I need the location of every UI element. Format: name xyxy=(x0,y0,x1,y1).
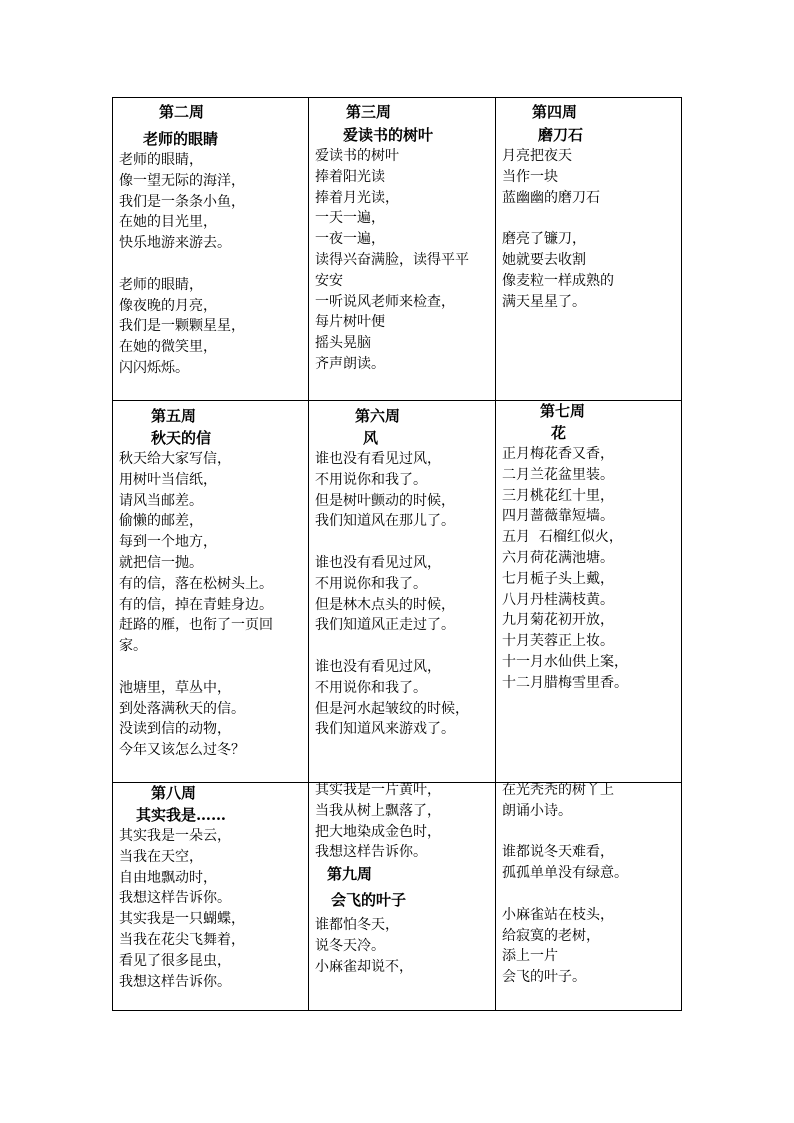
week-label: 第五周 xyxy=(151,407,197,425)
poem-line: 有的信，落在松树头上。 xyxy=(119,575,273,592)
poem-line: 小麻雀却说不， xyxy=(315,958,413,975)
poem-line: 十二月腊梅雪里香。 xyxy=(502,674,628,691)
poem-line: 其实我是一只蝴蝶， xyxy=(119,911,245,928)
poem-line: 我想这样告诉你。 xyxy=(119,973,231,990)
poem-line: 老师的眼睛， xyxy=(119,152,203,168)
poem-title: 花 xyxy=(551,424,567,442)
poem-line: 其实我是一朵云， xyxy=(119,828,231,844)
poem-line: 闪闪烁烁。 xyxy=(119,359,189,376)
poem-line: 但是林木点头的时候， xyxy=(315,596,455,613)
poem-line: 十月芙蓉正上妆。 xyxy=(502,633,614,650)
table-border-bottom xyxy=(112,1010,682,1011)
poem-line: 但是树叶颤动的时候， xyxy=(315,492,455,509)
poem-line: 四月蔷薇靠短墙。 xyxy=(502,508,614,525)
poem-line: 朗诵小诗。 xyxy=(502,802,572,819)
poem-line: 谁都怕冬天， xyxy=(315,917,399,934)
poem-line: 添上一片 xyxy=(502,948,558,965)
poem-line: 秋天给大家写信， xyxy=(119,451,231,467)
poem-line: 就把信一抛。 xyxy=(119,554,203,571)
week-label: 第二周 xyxy=(159,103,205,121)
cell-week-4 xyxy=(502,101,680,312)
poem-line: 满天星星了。 xyxy=(502,293,586,310)
week-label: 第六周 xyxy=(355,407,401,425)
poem-line: 月亮把夜天 xyxy=(502,148,572,164)
poem-line: 十一月水仙供上案， xyxy=(502,653,628,670)
poem-line: 没读到信的动物， xyxy=(119,721,231,738)
poem-title: 会飞的叶子 xyxy=(331,891,407,910)
poem-line: 齐声朗读。 xyxy=(315,355,385,372)
poem-line: 有的信，掉在青蛙身边。 xyxy=(119,596,273,613)
poem-line: 孤孤单单没有绿意。 xyxy=(502,865,628,882)
poem-line: 爱读书的树叶 xyxy=(315,148,399,164)
poem-line: 捧着月光读， xyxy=(315,189,399,206)
poem-line: 我想这样告诉你。 xyxy=(119,890,231,907)
poem-line: 捧着阳光读 xyxy=(315,168,385,185)
poem-title: 老师的眼睛 xyxy=(143,130,219,148)
poem-line: 当我在花尖飞舞着， xyxy=(119,931,245,948)
poem-line: 看见了很多昆虫， xyxy=(119,952,231,969)
week-label: 第三周 xyxy=(346,103,392,121)
poem-line: 我们是一颗颗星星， xyxy=(119,318,245,335)
poem-line: 在她的微笑里， xyxy=(119,339,217,356)
poem-line: 她就要去收割 xyxy=(502,251,586,268)
table-divider-1 xyxy=(308,97,309,1011)
poem-line: 池塘里，草丛中， xyxy=(119,679,231,696)
cell-week-3 xyxy=(315,101,494,375)
poem-line: 用树叶当信纸， xyxy=(119,471,217,488)
table-border-right xyxy=(681,97,682,1011)
cell-week-9-part-1 xyxy=(315,780,494,978)
poem-line: 八月丹桂满枝黄。 xyxy=(502,591,614,608)
cell-week-6 xyxy=(315,405,494,740)
poem-line: 请风当邮差。 xyxy=(119,492,203,509)
poem-line: 谁也没有看见过风， xyxy=(315,554,441,571)
poem-line: 六月荷花满池塘。 xyxy=(502,549,614,566)
poem-line: 不用说你和我了。 xyxy=(315,471,427,488)
poem-line: 像一望无际的海洋， xyxy=(119,172,245,189)
poem-line: 给寂寞的老树， xyxy=(502,927,600,944)
poem-line: 七月栀子头上戴， xyxy=(502,570,614,587)
cell-week-2 xyxy=(119,101,307,379)
poem-line: 在光秃秃的树丫上 xyxy=(502,782,614,798)
poem-line: 当我从树上飘落了， xyxy=(315,802,441,819)
poem-line: 我们知道风正走过了。 xyxy=(315,617,455,634)
poem-line: 偷懒的邮差， xyxy=(119,513,203,530)
poem-line: 我们是一条条小鱼， xyxy=(119,193,245,210)
table-border-left xyxy=(112,97,113,1011)
poem-line: 像麦粒一样成熟的 xyxy=(502,272,614,289)
poem-line: 九月菊花初开放， xyxy=(502,612,614,629)
cell-week-5 xyxy=(119,405,307,761)
week-label: 第四周 xyxy=(532,103,578,121)
poem-line: 二月兰花盆里装。 xyxy=(502,466,614,483)
poem-line: 摇头晃脑 xyxy=(315,335,371,352)
poem-line: 今年又该怎么过冬？ xyxy=(119,742,245,759)
cell-week-7 xyxy=(502,400,680,694)
poem-line: 五月 石榴红似火， xyxy=(502,529,623,546)
poem-line: 一听说风老师来检查， xyxy=(315,293,455,310)
poem-line: 其实我是一片黄叶， xyxy=(315,782,441,798)
poem-line: 一夜一遍， xyxy=(315,231,385,248)
poem-line: 读得兴奋满脸，读得平平 xyxy=(315,251,469,268)
poem-line: 谁也没有看见过风， xyxy=(315,658,441,675)
poem-line: 会飞的叶子。 xyxy=(502,969,586,986)
poem-line: 磨亮了镰刀， xyxy=(502,231,586,248)
poem-title: 风 xyxy=(363,429,379,447)
poem-line: 到处落满秋天的信。 xyxy=(119,700,245,717)
poem-line: 不用说你和我了。 xyxy=(315,679,427,696)
poem-line: 我们知道风来游戏了。 xyxy=(315,721,455,738)
poem-line: 当作一块 xyxy=(502,168,558,185)
week-label: 第七周 xyxy=(540,402,586,420)
poem-title: 其实我是…… xyxy=(136,806,227,824)
poem-title: 秋天的信 xyxy=(151,429,212,447)
poem-line: 赶路的雁，也衔了一页回 xyxy=(119,617,273,634)
poem-line: 在她的目光里， xyxy=(119,214,217,231)
poem-line: 快乐地游来游去。 xyxy=(119,235,231,252)
cell-week-9-part-2 xyxy=(502,780,680,988)
poem-line: 每到一个地方， xyxy=(119,534,217,551)
poem-line: 当我在天空， xyxy=(119,848,203,865)
poem-line: 像夜晚的月亮， xyxy=(119,297,217,314)
poem-line: 小麻雀站在枝头， xyxy=(502,906,614,923)
poem-line: 安安 xyxy=(315,272,343,289)
poem-line: 一天一遍， xyxy=(315,210,385,227)
poem-line: 老师的眼睛， xyxy=(119,276,203,293)
poem-line: 每片树叶便 xyxy=(315,314,385,331)
table-border-top xyxy=(112,97,682,98)
week-label: 第八周 xyxy=(151,784,197,802)
poem-line: 家。 xyxy=(119,638,147,655)
poem-line: 不用说你和我了。 xyxy=(315,575,427,592)
poem-line: 蓝幽幽的磨刀石 xyxy=(502,189,600,206)
poem-line: 说冬天冷。 xyxy=(315,937,385,954)
poem-title: 磨刀石 xyxy=(538,126,584,144)
cell-week-8 xyxy=(119,782,307,992)
poem-line: 自由地飘动时， xyxy=(119,869,217,886)
week-label: 第九周 xyxy=(327,865,373,884)
poem-line: 我们知道风在那儿了。 xyxy=(315,513,455,530)
poem-line: 但是河水起皱纹的时候， xyxy=(315,700,469,717)
poem-line: 我想这样告诉你。 xyxy=(315,844,427,861)
poem-line: 把大地染成金色时， xyxy=(315,823,441,840)
poem-line: 三月桃花红十里， xyxy=(502,487,614,504)
poem-line: 谁也没有看见过风， xyxy=(315,451,441,467)
poem-line: 正月梅花香又香， xyxy=(502,446,614,462)
table-divider-2 xyxy=(495,97,496,1011)
poem-line: 谁都说冬天难看， xyxy=(502,844,614,861)
poem-title: 爱读书的树叶 xyxy=(343,126,434,144)
